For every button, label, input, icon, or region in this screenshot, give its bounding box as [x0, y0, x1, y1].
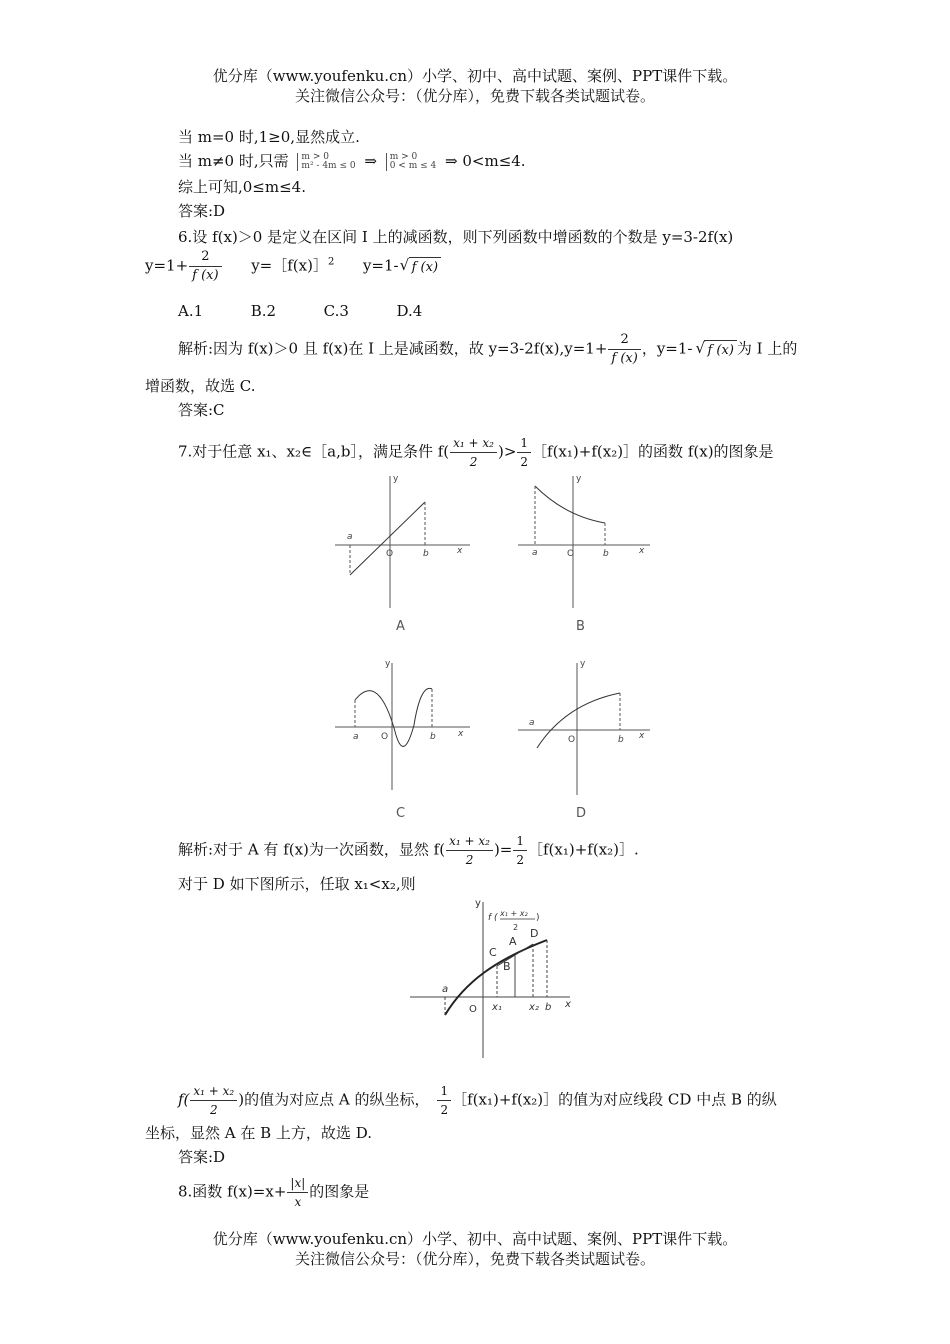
text-line-conclusion: 综上可知,0≤m≤4. — [178, 178, 306, 196]
graph-c-b-label: b — [430, 732, 436, 742]
solution-7-line-2: 对于 D 如下图所示，任取 x₁<x₂,则 — [178, 875, 416, 893]
sol7-part-f: ［f(x₁)+f(x₂)］的值为对应线段 CD 中点 B 的纵 — [452, 1090, 777, 1109]
system-2-row-1: m > 0 — [389, 152, 418, 162]
big-graph-f-close: ) — [536, 913, 540, 923]
q6-fraction-num: 2 — [189, 250, 221, 267]
graph-b-y-label: y — [576, 474, 582, 484]
sol6-fraction-den: f (x) — [611, 351, 638, 366]
sol7-part-c: ［f(x₁)+f(x₂)］. — [528, 840, 639, 859]
sol7-half-den-2: 2 — [440, 1103, 449, 1117]
sol7-fraction-half-2 — [437, 1084, 451, 1117]
question-6-options — [178, 301, 422, 321]
q7-half-num: 1 — [517, 436, 531, 453]
graph-c-caption: C — [396, 806, 406, 821]
q7-fraction-mid — [450, 436, 497, 469]
big-graph-f-num: x₁ + x₂ — [500, 909, 528, 918]
q7-part-b: )> — [497, 442, 517, 461]
sol6-part-c: 为 I 上的 — [736, 339, 798, 358]
question-6-line-2 — [145, 250, 441, 283]
option-b: B.2 — [250, 302, 277, 320]
graph-c-y-label: y — [385, 659, 391, 669]
graph-b-origin: O — [567, 549, 575, 559]
sol7-fraction-half — [513, 834, 527, 867]
sol7-fraction-mid — [446, 834, 493, 867]
q8-part-b: 的图象是 — [309, 1182, 370, 1201]
system-1-row-1: m > 0 — [301, 152, 329, 162]
header-line-2: 关注微信公众号：（优分库），免费下载各类试题试卷。 — [294, 87, 655, 105]
q8-fraction — [287, 1176, 308, 1209]
graph-d-curve — [537, 693, 620, 748]
big-graph-x2-label: x₂ — [529, 1002, 539, 1013]
big-graph-point-d: D — [530, 927, 539, 940]
sol7-part-e: )的值为对应点 A 的纵坐标， — [238, 1090, 430, 1109]
big-graph-x-label: x — [565, 999, 571, 1010]
sol7-fraction-den: 2 — [465, 853, 474, 867]
big-graph-x1-label: x₁ — [492, 1002, 502, 1013]
q8-fraction-num: |x| — [287, 1176, 308, 1193]
graph-c-origin: O — [381, 732, 389, 742]
big-graph-f-label: f ( — [488, 913, 498, 923]
graph-d-y-label: y — [580, 659, 586, 669]
system-1-row-2: m² - 4m ≤ 0 — [301, 161, 356, 171]
graph-a-y-label: y — [393, 474, 399, 484]
footer-line-2: 关注微信公众号：（优分库），免费下载各类试题试卷。 — [294, 1250, 655, 1268]
sol6-part-a: 解析:因为 f(x)＞0 且 f(x)在 I 上是减函数，故 y=3-2f(x),y=1+ — [178, 339, 608, 358]
graph-d-caption: D — [576, 806, 587, 821]
q8-fraction-den: x — [294, 1195, 302, 1209]
sol7-fraction-den-2: 2 — [210, 1103, 218, 1117]
graph-a-origin: O — [386, 549, 394, 559]
big-graph-point-a: A — [509, 935, 517, 948]
big-graph-a-label: a — [442, 984, 449, 995]
graph-c — [330, 655, 480, 825]
graph-b-x-label: x — [639, 546, 645, 556]
big-graph-point-b: B — [503, 960, 511, 973]
system-2-row-2: 0 < m ≤ 4 — [389, 161, 437, 171]
sol6-fraction-num: 2 — [608, 333, 640, 350]
graph-c-a-label: a — [353, 732, 359, 742]
sol7-half-den: 2 — [516, 853, 524, 867]
text-line-m0: 当 m=0 时,1≥0,显然成立. — [178, 128, 360, 146]
q6-fraction-2-fx — [189, 250, 221, 283]
q6-y2-label: y=［f(x)］ — [251, 256, 328, 275]
graph-a-x-label: x — [457, 546, 463, 556]
q7-part-a: 7.对于任意 x₁、x₂∈［a,b］，满足条件 f( — [178, 442, 450, 461]
graph-c-x-label: x — [458, 729, 464, 739]
sol7-fraction-mid-2 — [190, 1084, 237, 1117]
option-c: C.3 — [323, 302, 349, 320]
solution-6-line-1 — [178, 333, 797, 366]
footer-line-1: 优分库（www.youfenku.cn）小学、初中、高中试题、案例、PPT课件下载。 — [212, 1230, 738, 1248]
big-graph-y-label: y — [475, 898, 481, 909]
solution-7-line-1 — [178, 834, 639, 867]
graph-a-caption: A — [396, 619, 405, 634]
graph-a — [330, 468, 480, 638]
graph-b-b-label: b — [603, 549, 609, 559]
sol7-half-num: 1 — [513, 834, 527, 851]
graph-a-a-label: a — [347, 532, 353, 542]
q6-square-exponent: 2 — [327, 256, 335, 268]
q7-fraction-num: x₁ + x₂ — [450, 436, 497, 453]
graph-b — [515, 468, 665, 638]
option-a: A.1 — [178, 302, 204, 320]
sol7-part-b: )= — [493, 840, 513, 859]
solution-7-line-3 — [178, 1084, 777, 1117]
sol7-f-open: f( — [178, 1090, 190, 1109]
big-graph-point-c: C — [489, 946, 497, 959]
question-6-line-1: 6.设 f(x)＞0 是定义在区间 I 上的减函数，则下列函数中增函数的个数是 y=3-2f(x) — [178, 228, 734, 246]
q7-fraction-den: 2 — [469, 455, 478, 469]
system-1 — [297, 153, 355, 171]
big-graph-b-label: b — [545, 1002, 552, 1013]
q7-fraction-half — [517, 436, 531, 469]
implies-arrow: ⇒ — [364, 152, 377, 170]
graph-d-a-label: a — [529, 718, 535, 728]
graph-a-curve — [350, 502, 425, 575]
graph-c-curve — [355, 688, 432, 746]
sol7-fraction-num: x₁ + x₂ — [446, 834, 493, 851]
sol6-sqrt-fx: √ f (x) — [704, 340, 736, 361]
answer-6: 答案:C — [178, 401, 225, 419]
option-d: D.4 — [396, 302, 423, 320]
sol7-part-a: 解析:对于 A 有 f(x)为一次函数，显然 f( — [178, 840, 446, 859]
big-graph-origin: O — [469, 1004, 477, 1015]
graph-b-caption: B — [576, 619, 585, 634]
q6-y3-label: y=1- — [362, 256, 399, 275]
q6-fraction-den: f (x) — [192, 268, 219, 283]
graph-d — [515, 655, 665, 825]
header-line-1: 优分库（www.youfenku.cn）小学、初中、高中试题、案例、PPT课件下载。 — [212, 67, 738, 85]
sol7-half-num-2: 1 — [437, 1084, 451, 1101]
graph-d-x-label: x — [639, 731, 645, 741]
graph-solution-d — [405, 890, 585, 1062]
solution-7-line-4: 坐标，显然 A 在 B 上方，故选 D. — [145, 1124, 372, 1142]
graph-b-a-label: a — [532, 548, 538, 558]
sol6-fraction — [608, 333, 640, 366]
graph-d-b-label: b — [618, 735, 624, 745]
question-7 — [178, 436, 774, 469]
graph-a-b-label: b — [423, 549, 429, 559]
sol7-fraction-num-2: x₁ + x₂ — [190, 1084, 237, 1101]
q6-sqrt-fx: √ f (x) — [409, 257, 441, 278]
q7-part-c: ［f(x₁)+f(x₂)］的函数 f(x)的图象是 — [532, 442, 774, 461]
q7-half-den: 2 — [520, 455, 529, 469]
question-8 — [178, 1176, 369, 1209]
system-2 — [386, 153, 437, 171]
graph-d-origin: O — [568, 735, 576, 745]
sol6-part-b: ，y=1- — [641, 339, 693, 358]
text-line-m-nonzero — [178, 151, 526, 171]
graph-b-curve — [535, 486, 605, 523]
solution-6-line-2: 增函数，故选 C. — [145, 377, 256, 395]
text-m-nonzero-post: ⇒ 0<m≤4. — [445, 152, 526, 170]
answer-5: 答案:D — [178, 202, 226, 220]
q8-part-a: 8.函数 f(x)=x+ — [178, 1182, 287, 1201]
text-m-nonzero-pre: 当 m≠0 时,只需 — [178, 152, 289, 170]
q6-y1-label: y=1+ — [145, 256, 189, 275]
answer-7: 答案:D — [178, 1148, 226, 1166]
big-graph-f-den: 2 — [513, 923, 519, 932]
